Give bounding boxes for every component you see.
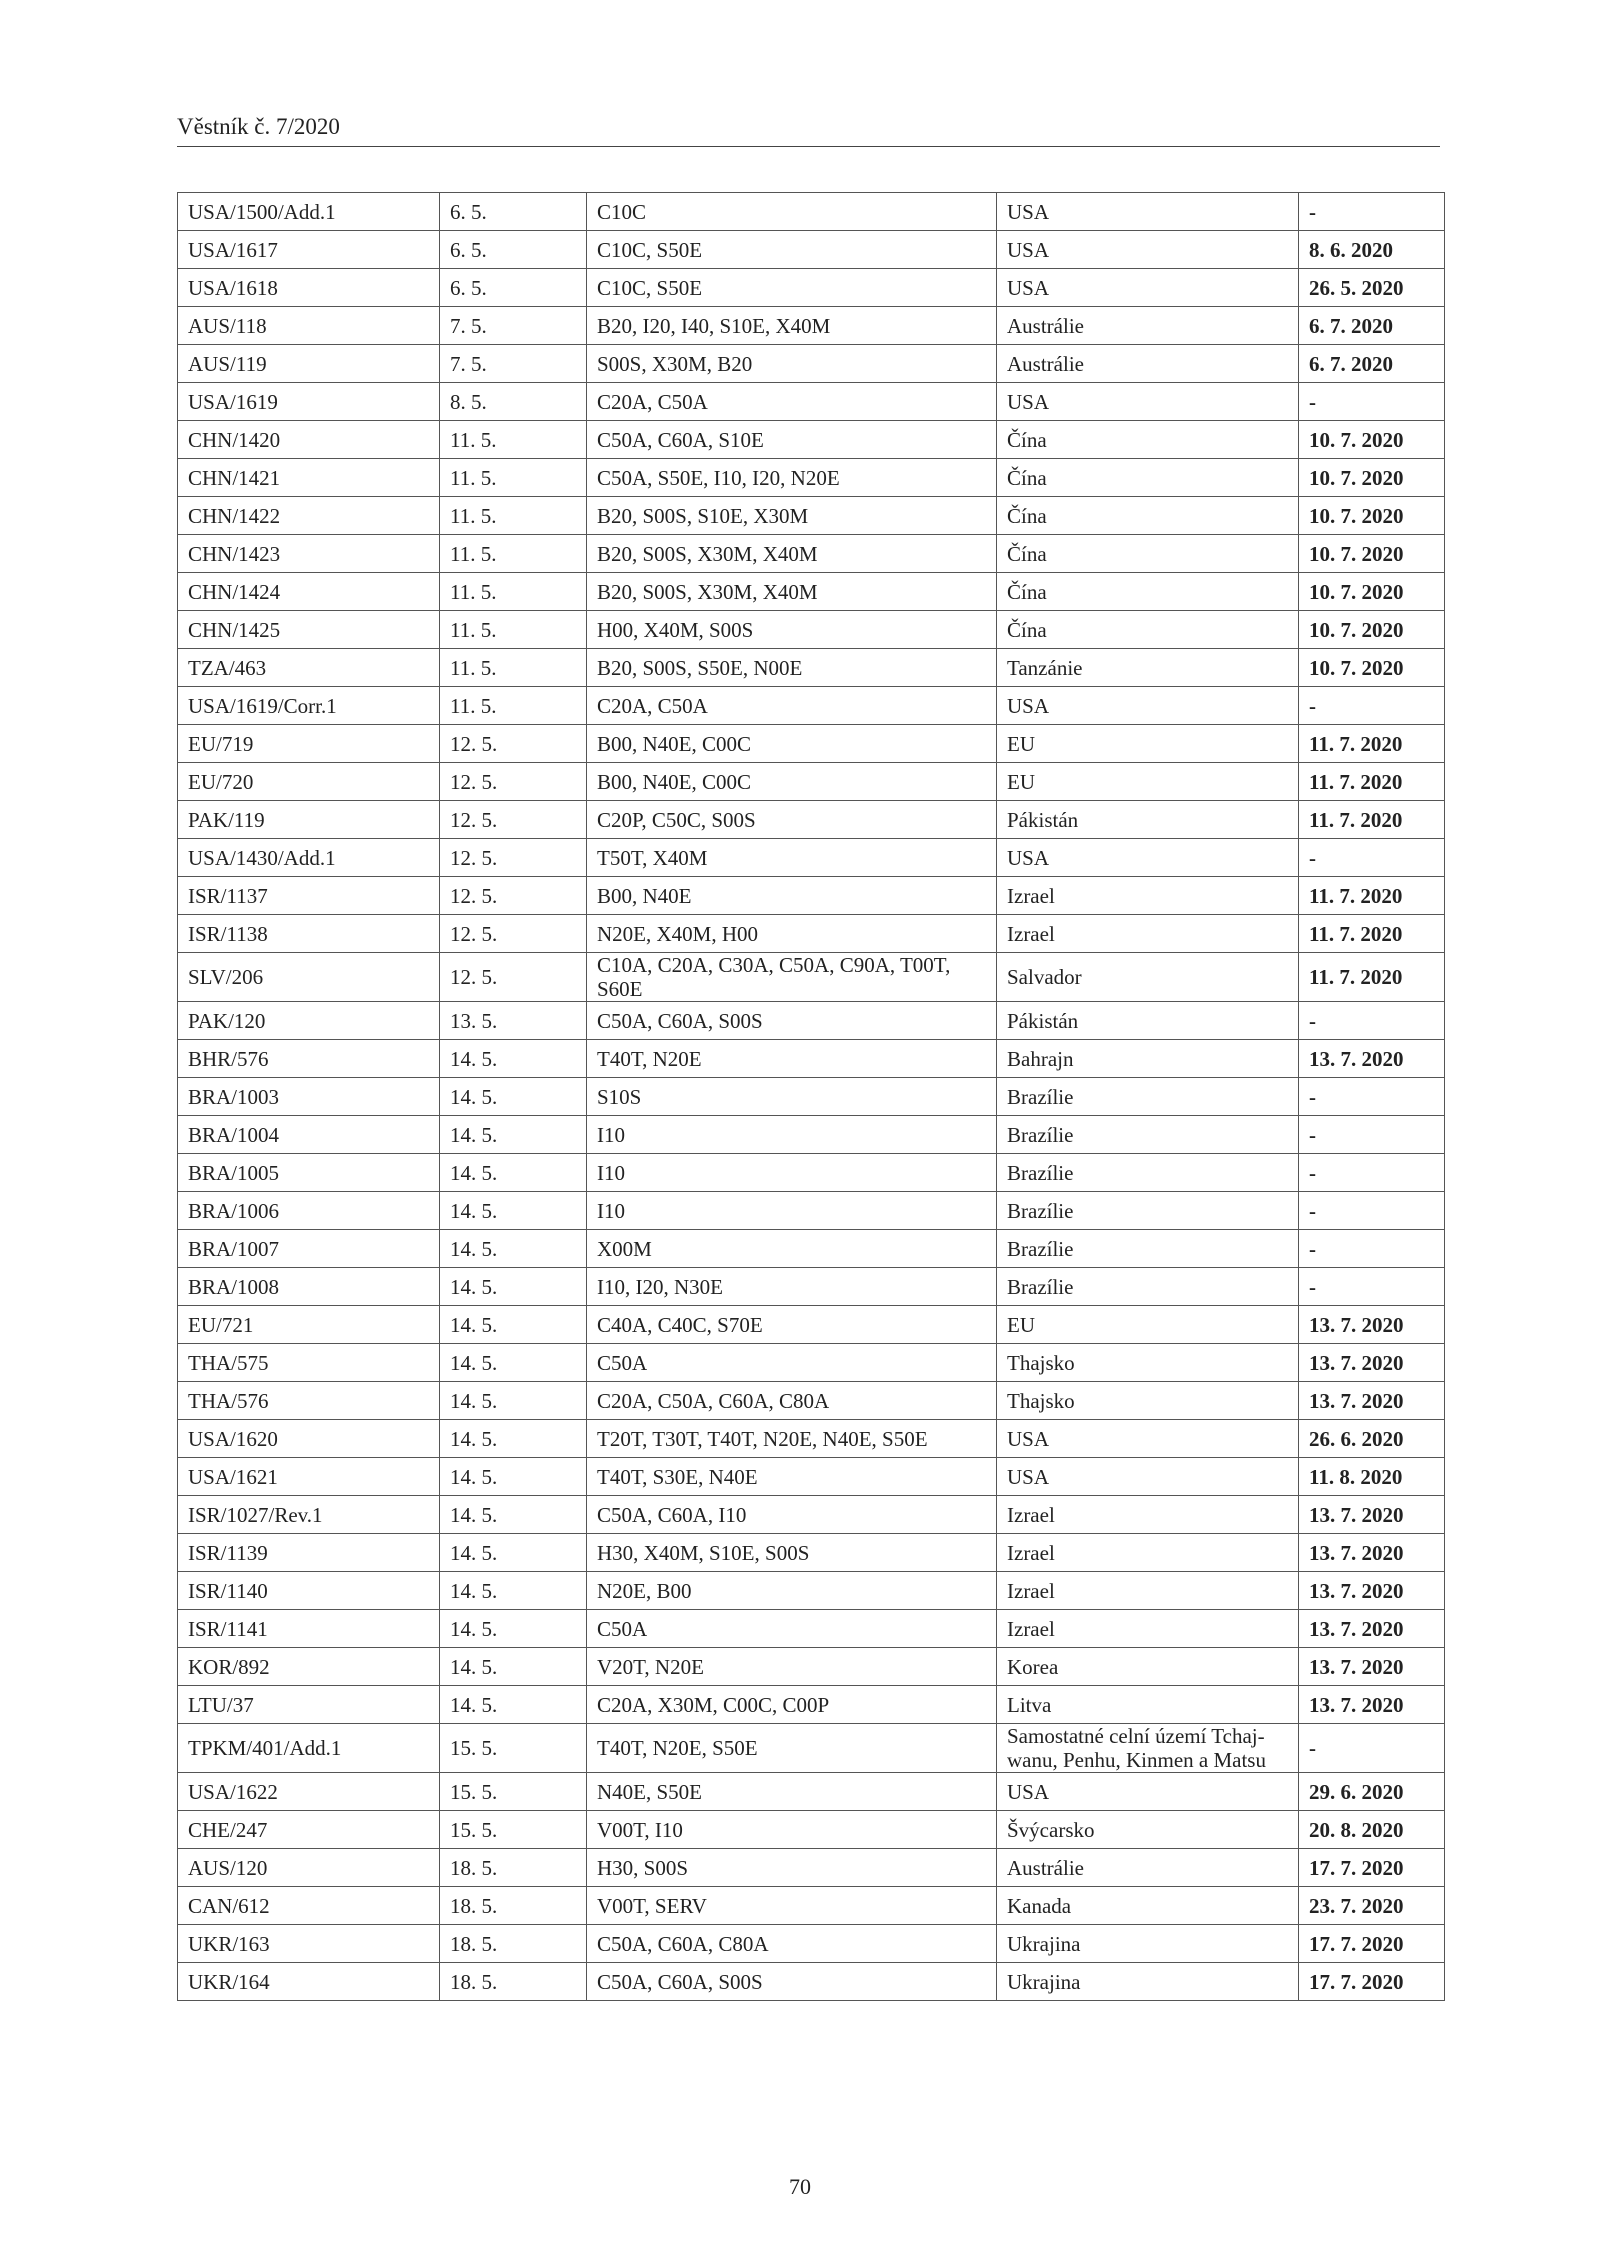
date-cell: 14. 5. [440,1344,587,1382]
deadline-cell: 11. 7. 2020 [1299,801,1445,839]
deadline-cell: 13. 7. 2020 [1299,1344,1445,1382]
table-row [178,915,1445,953]
codes-cell: I10 [587,1116,997,1154]
document-code-cell: KOR/892 [178,1648,440,1686]
country-cell: USA [997,1458,1299,1496]
country-cell: Brazílie [997,1154,1299,1192]
codes-cell: S00S, X30M, B20 [587,345,997,383]
table-row [178,1849,1445,1887]
deadline-cell: 10. 7. 2020 [1299,535,1445,573]
date-cell: 11. 5. [440,497,587,535]
document-code-cell: UKR/164 [178,1963,440,2001]
date-cell: 18. 5. [440,1963,587,2001]
table-row [178,649,1445,687]
deadline-cell: 13. 7. 2020 [1299,1572,1445,1610]
codes-cell: C20A, C50A [587,687,997,725]
table-row [178,1344,1445,1382]
country-cell: Ukrajina [997,1963,1299,2001]
table-row [178,497,1445,535]
table-row [178,535,1445,573]
codes-cell: T40T, N20E [587,1040,997,1078]
document-code-cell: USA/1619 [178,383,440,421]
country-cell: Bahrajn [997,1040,1299,1078]
codes-cell: N20E, B00 [587,1572,997,1610]
deadline-cell: 13. 7. 2020 [1299,1534,1445,1572]
document-code-cell: TZA/463 [178,649,440,687]
country-cell: Izrael [997,877,1299,915]
date-cell: 12. 5. [440,839,587,877]
codes-cell: B00, N40E [587,877,997,915]
table-row [178,1534,1445,1572]
codes-cell: C10C, S50E [587,269,997,307]
codes-cell: C40A, C40C, S70E [587,1306,997,1344]
table-row [178,345,1445,383]
document-code-cell: ISR/1027/Rev.1 [178,1496,440,1534]
country-cell: Ukrajina [997,1925,1299,1963]
document-code-cell: CHE/247 [178,1811,440,1849]
date-cell: 15. 5. [440,1811,587,1849]
date-cell: 12. 5. [440,725,587,763]
country-cell: Brazílie [997,1116,1299,1154]
document-code-cell: USA/1619/Corr.1 [178,687,440,725]
codes-cell: C20A, C50A [587,383,997,421]
document-code-cell: AUS/120 [178,1849,440,1887]
deadline-cell: 11. 7. 2020 [1299,877,1445,915]
codes-cell: C10C, S50E [587,231,997,269]
journal-header: Věstník č. 7/2020 [177,114,340,139]
deadline-cell: - [1299,1116,1445,1154]
codes-cell: I10, I20, N30E [587,1268,997,1306]
table-row [178,1925,1445,1963]
deadline-cell: - [1299,1268,1445,1306]
date-cell: 7. 5. [440,307,587,345]
deadline-cell: 23. 7. 2020 [1299,1887,1445,1925]
deadline-cell: 11. 7. 2020 [1299,953,1445,1002]
deadline-cell: 13. 7. 2020 [1299,1496,1445,1534]
document-code-cell: PAK/119 [178,801,440,839]
date-cell: 14. 5. [440,1572,587,1610]
document-code-cell: USA/1617 [178,231,440,269]
codes-cell: T50T, X40M [587,839,997,877]
deadline-cell: 20. 8. 2020 [1299,1811,1445,1849]
document-code-cell: ISR/1141 [178,1610,440,1648]
date-cell: 11. 5. [440,421,587,459]
country-cell: USA [997,687,1299,725]
document-code-cell: ISR/1138 [178,915,440,953]
date-cell: 14. 5. [440,1268,587,1306]
country-cell: Čína [997,421,1299,459]
country-cell: EU [997,725,1299,763]
date-cell: 14. 5. [440,1040,587,1078]
document-code-cell: BRA/1008 [178,1268,440,1306]
codes-cell: C20P, C50C, S00S [587,801,997,839]
deadline-cell: - [1299,687,1445,725]
date-cell: 7. 5. [440,345,587,383]
codes-cell: C50A, C60A, C80A [587,1925,997,1963]
country-cell: Salvador [997,953,1299,1002]
table-row [178,1078,1445,1116]
deadline-cell: 11. 7. 2020 [1299,763,1445,801]
date-cell: 14. 5. [440,1420,587,1458]
document-code-cell: UKR/163 [178,1925,440,1963]
document-code-cell: USA/1622 [178,1773,440,1811]
country-cell: Austrálie [997,307,1299,345]
country-cell: USA [997,193,1299,231]
table-row [178,1306,1445,1344]
codes-cell: B20, S00S, X30M, X40M [587,535,997,573]
table-body [178,193,1445,2001]
country-cell: Pákistán [997,1002,1299,1040]
codes-cell: C20A, X30M, C00C, C00P [587,1686,997,1724]
country-cell: Izrael [997,1610,1299,1648]
date-cell: 14. 5. [440,1078,587,1116]
table-row [178,1420,1445,1458]
country-cell: Samostatné celní území Tchaj-wanu, Penhu, Kinmen a Matsu [997,1724,1299,1773]
document-code-cell: BRA/1003 [178,1078,440,1116]
document-code-cell: SLV/206 [178,953,440,1002]
date-cell: 11. 5. [440,535,587,573]
date-cell: 14. 5. [440,1116,587,1154]
date-cell: 14. 5. [440,1534,587,1572]
table-row [178,269,1445,307]
date-cell: 18. 5. [440,1925,587,1963]
country-cell: Čína [997,459,1299,497]
country-cell: Brazílie [997,1078,1299,1116]
table-row [178,611,1445,649]
deadline-cell: 13. 7. 2020 [1299,1686,1445,1724]
table-row [178,1963,1445,2001]
country-cell: Izrael [997,1496,1299,1534]
document-code-cell: AUS/119 [178,345,440,383]
codes-cell: X00M [587,1230,997,1268]
codes-cell: N20E, X40M, H00 [587,915,997,953]
deadline-cell: 26. 5. 2020 [1299,269,1445,307]
date-cell: 13. 5. [440,1002,587,1040]
date-cell: 12. 5. [440,877,587,915]
codes-cell: I10 [587,1192,997,1230]
codes-cell: C10A, C20A, C30A, C50A, C90A, T00T, S60E [587,953,997,1002]
country-cell: Korea [997,1648,1299,1686]
table-row [178,1116,1445,1154]
document-code-cell: CHN/1420 [178,421,440,459]
document-code-cell: THA/576 [178,1382,440,1420]
date-cell: 14. 5. [440,1192,587,1230]
table-row [178,1724,1445,1773]
date-cell: 8. 5. [440,383,587,421]
document-code-cell: EU/720 [178,763,440,801]
document-code-cell: CHN/1423 [178,535,440,573]
codes-cell: B00, N40E, C00C [587,763,997,801]
deadline-cell: 11. 8. 2020 [1299,1458,1445,1496]
date-cell: 14. 5. [440,1306,587,1344]
country-cell: USA [997,1420,1299,1458]
date-cell: 14. 5. [440,1154,587,1192]
deadline-cell: 11. 7. 2020 [1299,915,1445,953]
document-code-cell: CHN/1424 [178,573,440,611]
date-cell: 14. 5. [440,1648,587,1686]
deadline-cell: - [1299,1192,1445,1230]
table-row [178,1648,1445,1686]
document-code-cell: BRA/1006 [178,1192,440,1230]
codes-cell: H00, X40M, S00S [587,611,997,649]
table-row [178,1572,1445,1610]
country-cell: USA [997,269,1299,307]
document-code-cell: ISR/1140 [178,1572,440,1610]
date-cell: 12. 5. [440,801,587,839]
country-cell: Kanada [997,1887,1299,1925]
document-code-cell: USA/1618 [178,269,440,307]
date-cell: 6. 5. [440,269,587,307]
country-cell: Tanzánie [997,649,1299,687]
codes-cell: B20, S00S, X30M, X40M [587,573,997,611]
table-row [178,1382,1445,1420]
page-number: 70 [789,2174,811,2199]
country-cell: Čína [997,535,1299,573]
table-row [178,1811,1445,1849]
codes-cell: C50A, C60A, S00S [587,1002,997,1040]
deadline-cell: 17. 7. 2020 [1299,1963,1445,2001]
country-cell: Švýcarsko [997,1811,1299,1849]
document-code-cell: PAK/120 [178,1002,440,1040]
deadline-cell: 11. 7. 2020 [1299,725,1445,763]
document-code-cell: EU/719 [178,725,440,763]
document-code-cell: USA/1500/Add.1 [178,193,440,231]
country-cell: Izrael [997,1572,1299,1610]
table-row [178,1773,1445,1811]
codes-cell: C10C [587,193,997,231]
table-row [178,1686,1445,1724]
date-cell: 14. 5. [440,1230,587,1268]
country-cell: Čína [997,573,1299,611]
document-code-cell: USA/1620 [178,1420,440,1458]
country-cell: EU [997,1306,1299,1344]
date-cell: 11. 5. [440,573,587,611]
deadline-cell: 17. 7. 2020 [1299,1925,1445,1963]
country-cell: Litva [997,1686,1299,1724]
notifications-table [177,192,1445,2001]
table-row [178,193,1445,231]
document-code-cell: BRA/1007 [178,1230,440,1268]
codes-cell: T40T, S30E, N40E [587,1458,997,1496]
codes-cell: C50A [587,1610,997,1648]
table-row [178,1610,1445,1648]
country-cell: Thajsko [997,1344,1299,1382]
table-row [178,573,1445,611]
header-divider [177,146,1440,147]
table-row [178,1230,1445,1268]
deadline-cell: 26. 6. 2020 [1299,1420,1445,1458]
deadline-cell: 13. 7. 2020 [1299,1382,1445,1420]
date-cell: 18. 5. [440,1849,587,1887]
deadline-cell: - [1299,839,1445,877]
date-cell: 6. 5. [440,231,587,269]
table-row [178,421,1445,459]
document-code-cell: BRA/1005 [178,1154,440,1192]
country-cell: Austrálie [997,345,1299,383]
deadline-cell: 10. 7. 2020 [1299,459,1445,497]
deadline-cell: - [1299,1724,1445,1773]
document-code-cell: TPKM/401/Add.1 [178,1724,440,1773]
codes-cell: N40E, S50E [587,1773,997,1811]
deadline-cell: 10. 7. 2020 [1299,611,1445,649]
codes-cell: T20T, T30T, T40T, N20E, N40E, S50E [587,1420,997,1458]
country-cell: Čína [997,497,1299,535]
codes-cell: C50A [587,1344,997,1382]
country-cell: Izrael [997,1534,1299,1572]
document-code-cell: BHR/576 [178,1040,440,1078]
date-cell: 14. 5. [440,1382,587,1420]
codes-cell: B20, S00S, S10E, X30M [587,497,997,535]
country-cell: Brazílie [997,1192,1299,1230]
document-code-cell: USA/1621 [178,1458,440,1496]
table-row [178,801,1445,839]
codes-cell: H30, X40M, S10E, S00S [587,1534,997,1572]
table-row [178,725,1445,763]
date-cell: 11. 5. [440,611,587,649]
table-row [178,1002,1445,1040]
codes-cell: I10 [587,1154,997,1192]
date-cell: 14. 5. [440,1496,587,1534]
document-code-cell: CAN/612 [178,1887,440,1925]
table-row [178,1154,1445,1192]
codes-cell: S10S [587,1078,997,1116]
date-cell: 6. 5. [440,193,587,231]
table-row [178,763,1445,801]
document-code-cell: ISR/1137 [178,877,440,915]
table-row [178,231,1445,269]
date-cell: 12. 5. [440,953,587,1002]
deadline-cell: 29. 6. 2020 [1299,1773,1445,1811]
date-cell: 11. 5. [440,649,587,687]
country-cell: USA [997,383,1299,421]
deadline-cell: 13. 7. 2020 [1299,1648,1445,1686]
table-row [178,1040,1445,1078]
deadline-cell: 8. 6. 2020 [1299,231,1445,269]
deadline-cell: 10. 7. 2020 [1299,649,1445,687]
country-cell: USA [997,1773,1299,1811]
document-code-cell: LTU/37 [178,1686,440,1724]
table-row [178,307,1445,345]
codes-cell: B20, S00S, S50E, N00E [587,649,997,687]
country-cell: Brazílie [997,1230,1299,1268]
codes-cell: C20A, C50A, C60A, C80A [587,1382,997,1420]
table-row [178,953,1445,1002]
document-code-cell: AUS/118 [178,307,440,345]
date-cell: 11. 5. [440,459,587,497]
document-code-cell: CHN/1425 [178,611,440,649]
deadline-cell: 10. 7. 2020 [1299,573,1445,611]
deadline-cell: 10. 7. 2020 [1299,497,1445,535]
table-row [178,687,1445,725]
deadline-cell: - [1299,1154,1445,1192]
codes-cell: B20, I20, I40, S10E, X40M [587,307,997,345]
codes-cell: V00T, SERV [587,1887,997,1925]
deadline-cell: - [1299,1078,1445,1116]
country-cell: Čína [997,611,1299,649]
document-code-cell: CHN/1422 [178,497,440,535]
deadline-cell: 17. 7. 2020 [1299,1849,1445,1887]
table-row [178,1192,1445,1230]
country-cell: Thajsko [997,1382,1299,1420]
country-cell: EU [997,763,1299,801]
codes-cell: H30, S00S [587,1849,997,1887]
date-cell: 15. 5. [440,1724,587,1773]
deadline-cell: 6. 7. 2020 [1299,345,1445,383]
document-code-cell: THA/575 [178,1344,440,1382]
codes-cell: C50A, C60A, S10E [587,421,997,459]
date-cell: 14. 5. [440,1686,587,1724]
table-row [178,877,1445,915]
codes-cell: C50A, C60A, S00S [587,1963,997,2001]
country-cell: Austrálie [997,1849,1299,1887]
table-row [178,1887,1445,1925]
table-row [178,1496,1445,1534]
deadline-cell: - [1299,1002,1445,1040]
deadline-cell: 10. 7. 2020 [1299,421,1445,459]
deadline-cell: - [1299,1230,1445,1268]
date-cell: 18. 5. [440,1887,587,1925]
date-cell: 14. 5. [440,1458,587,1496]
country-cell: USA [997,839,1299,877]
deadline-cell: 13. 7. 2020 [1299,1610,1445,1648]
date-cell: 15. 5. [440,1773,587,1811]
table-row [178,459,1445,497]
date-cell: 14. 5. [440,1610,587,1648]
document-code-cell: BRA/1004 [178,1116,440,1154]
country-cell: Pákistán [997,801,1299,839]
date-cell: 11. 5. [440,687,587,725]
date-cell: 12. 5. [440,915,587,953]
table-row [178,1458,1445,1496]
deadline-cell: - [1299,383,1445,421]
table-row [178,1268,1445,1306]
deadline-cell: 13. 7. 2020 [1299,1306,1445,1344]
codes-cell: C50A, C60A, I10 [587,1496,997,1534]
document-code-cell: USA/1430/Add.1 [178,839,440,877]
deadline-cell: - [1299,193,1445,231]
deadline-cell: 6. 7. 2020 [1299,307,1445,345]
date-cell: 12. 5. [440,763,587,801]
codes-cell: V00T, I10 [587,1811,997,1849]
table-row [178,839,1445,877]
country-cell: Izrael [997,915,1299,953]
country-cell: USA [997,231,1299,269]
document-code-cell: EU/721 [178,1306,440,1344]
codes-cell: B00, N40E, C00C [587,725,997,763]
codes-cell: C50A, S50E, I10, I20, N20E [587,459,997,497]
country-cell: Brazílie [997,1268,1299,1306]
document-code-cell: ISR/1139 [178,1534,440,1572]
table-row [178,383,1445,421]
deadline-cell: 13. 7. 2020 [1299,1040,1445,1078]
codes-cell: T40T, N20E, S50E [587,1724,997,1773]
codes-cell: V20T, N20E [587,1648,997,1686]
document-code-cell: CHN/1421 [178,459,440,497]
